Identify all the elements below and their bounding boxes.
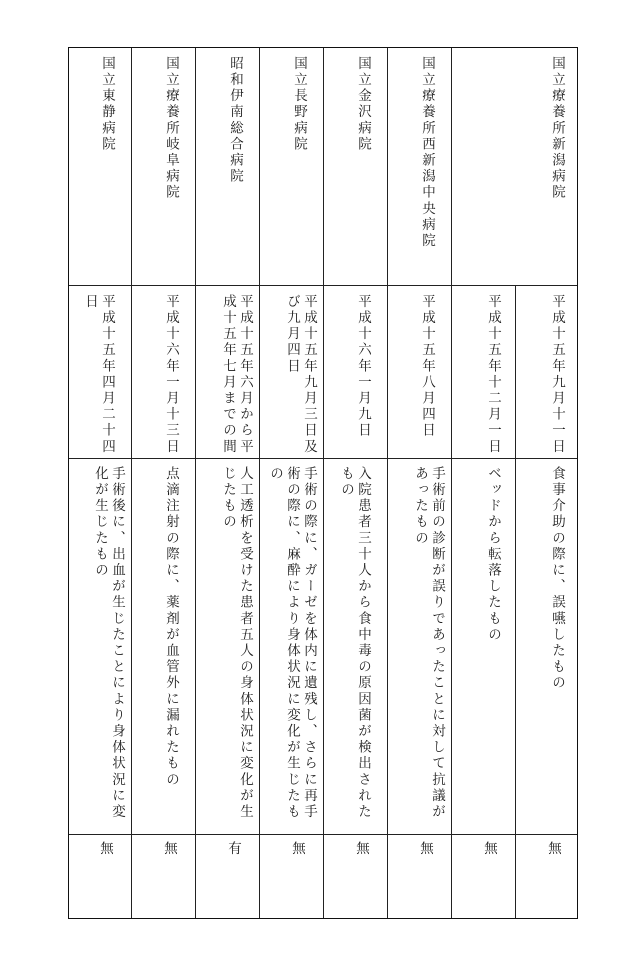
hospital-name: 昭和伊南総合病院 bbox=[227, 56, 243, 185]
hospital-name: 国立金沢病院 bbox=[355, 56, 371, 153]
incident-description: 食事介助の際に、誤嚥したもの bbox=[549, 466, 565, 692]
incident-date: 平成十五年十二月一日 bbox=[485, 294, 501, 455]
status-flag: 無 bbox=[161, 841, 177, 858]
incident-description: ベッドから転落したもの bbox=[485, 466, 501, 644]
incident-description: 手術前の診断が誤りであったことに対して抗議があったもの bbox=[412, 466, 445, 821]
merged-cell-mask bbox=[514, 48, 517, 285]
status-flag: 無 bbox=[481, 841, 497, 858]
status-flag: 無 bbox=[97, 841, 113, 858]
incident-description: 入院患者三十人から食中毒の原因菌が検出されたもの bbox=[338, 466, 371, 821]
table-row bbox=[323, 48, 387, 918]
hospital-name: 国立東静病院 bbox=[99, 56, 115, 153]
hospital-name: 国立療養所新潟病院 bbox=[549, 56, 565, 201]
table-row bbox=[515, 48, 579, 918]
status-flag: 無 bbox=[289, 841, 305, 858]
status-flag: 無 bbox=[417, 841, 433, 858]
hospital-name: 国立療養所西新潟中央病院 bbox=[419, 56, 435, 250]
status-flag: 無 bbox=[353, 841, 369, 858]
incident-date: 平成十六年一月九日 bbox=[355, 294, 371, 439]
incident-description: 手術の際に、ガーゼを体内に遺残し、さらに再手術の際に、麻酔により身体状況に変化が生じたもの bbox=[267, 466, 317, 821]
incident-description: 手術後に、出血が生じたことにより身体状況に変化が生じたもの bbox=[92, 466, 125, 821]
incident-date: 平成十五年八月四日 bbox=[419, 294, 435, 439]
table-row bbox=[259, 48, 323, 918]
status-flag: 有 bbox=[225, 841, 241, 858]
table-row bbox=[69, 48, 131, 918]
table-row bbox=[451, 48, 515, 918]
table-row bbox=[387, 48, 451, 918]
incident-description: 人工透析を受けた患者五人の身体状況に変化が生じたもの bbox=[220, 466, 253, 821]
incident-table bbox=[68, 47, 578, 919]
table-row bbox=[195, 48, 259, 918]
status-flag: 無 bbox=[545, 841, 561, 858]
incident-date: 平成十五年四月二十四日 bbox=[82, 294, 115, 455]
incident-date: 平成十五年九月三日及び九月四日 bbox=[284, 294, 317, 455]
incident-description: 点滴注射の際に、薬剤が血管外に漏れたもの bbox=[163, 466, 179, 788]
incident-date: 平成十五年九月十一日 bbox=[549, 294, 565, 455]
incident-date: 平成十六年一月十三日 bbox=[163, 294, 179, 455]
hospital-name: 国立療養所岐阜病院 bbox=[163, 56, 179, 201]
incident-date: 平成十五年六月から平成十五年七月までの間 bbox=[220, 294, 253, 455]
hospital-name: 国立長野病院 bbox=[291, 56, 307, 153]
table-row bbox=[131, 48, 195, 918]
